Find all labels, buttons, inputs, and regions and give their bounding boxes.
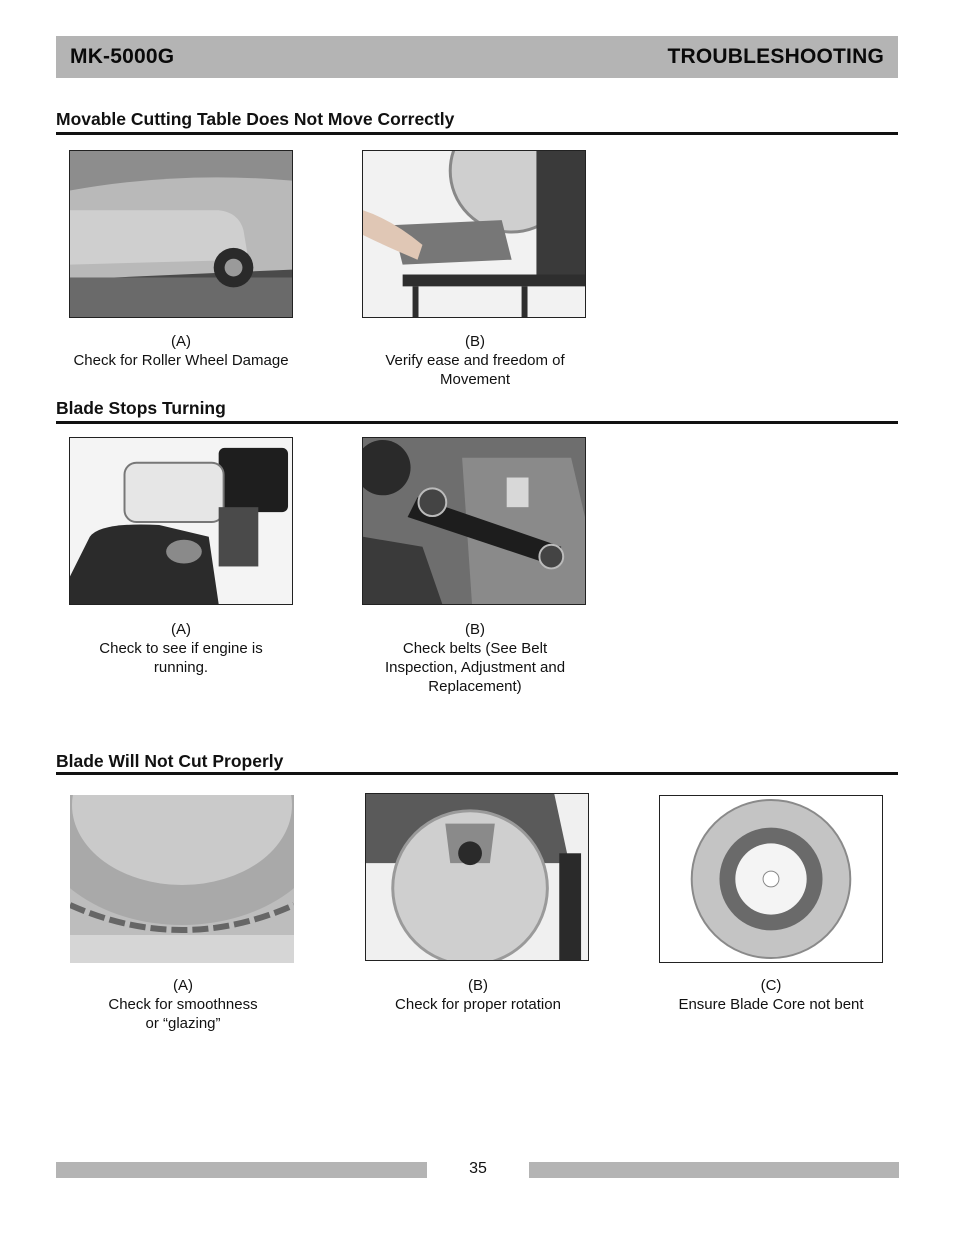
section-rule (56, 421, 898, 424)
photo-blade-rotation (365, 793, 589, 961)
photo-blade-core (659, 795, 883, 963)
photo-roller-wheel (69, 150, 293, 318)
photo-engine (69, 437, 293, 605)
caption-blade-core: (C) Ensure Blade Core not bent (678, 977, 864, 1013)
photo-blade-glazing (70, 795, 294, 963)
photo-belts (362, 437, 586, 605)
caption-blade-glazing: (A) Check for smoothness or “glazing” (108, 977, 258, 1032)
chapter-title: TROUBLESHOOTING (667, 45, 884, 68)
footer-bar-right (529, 1162, 899, 1178)
caption-table-movement: (B) Verify ease and freedom of Movement (385, 333, 565, 388)
caption-engine: (A) Check to see if engine is running. (99, 621, 263, 676)
footer-bar-left (56, 1162, 427, 1178)
page-number: 35 (469, 1160, 487, 1177)
section-title-blade-stops: Blade Stops Turning (56, 398, 226, 418)
section-rule (56, 772, 898, 775)
caption-blade-rotation: (B) Check for proper rotation (395, 977, 561, 1013)
model-name: MK-5000G (70, 45, 175, 68)
section-rule (56, 132, 898, 135)
caption-belts: (B) Check belts (See Belt Inspection, Adjustment and Replacement) (384, 621, 566, 695)
page-header (56, 36, 898, 78)
section-title-table: Movable Cutting Table Does Not Move Correctly (56, 109, 455, 129)
caption-roller-wheel: (A) Check for Roller Wheel Damage (73, 333, 289, 369)
section-title-blade-cut: Blade Will Not Cut Properly (56, 751, 284, 771)
photo-table-movement (362, 150, 586, 318)
